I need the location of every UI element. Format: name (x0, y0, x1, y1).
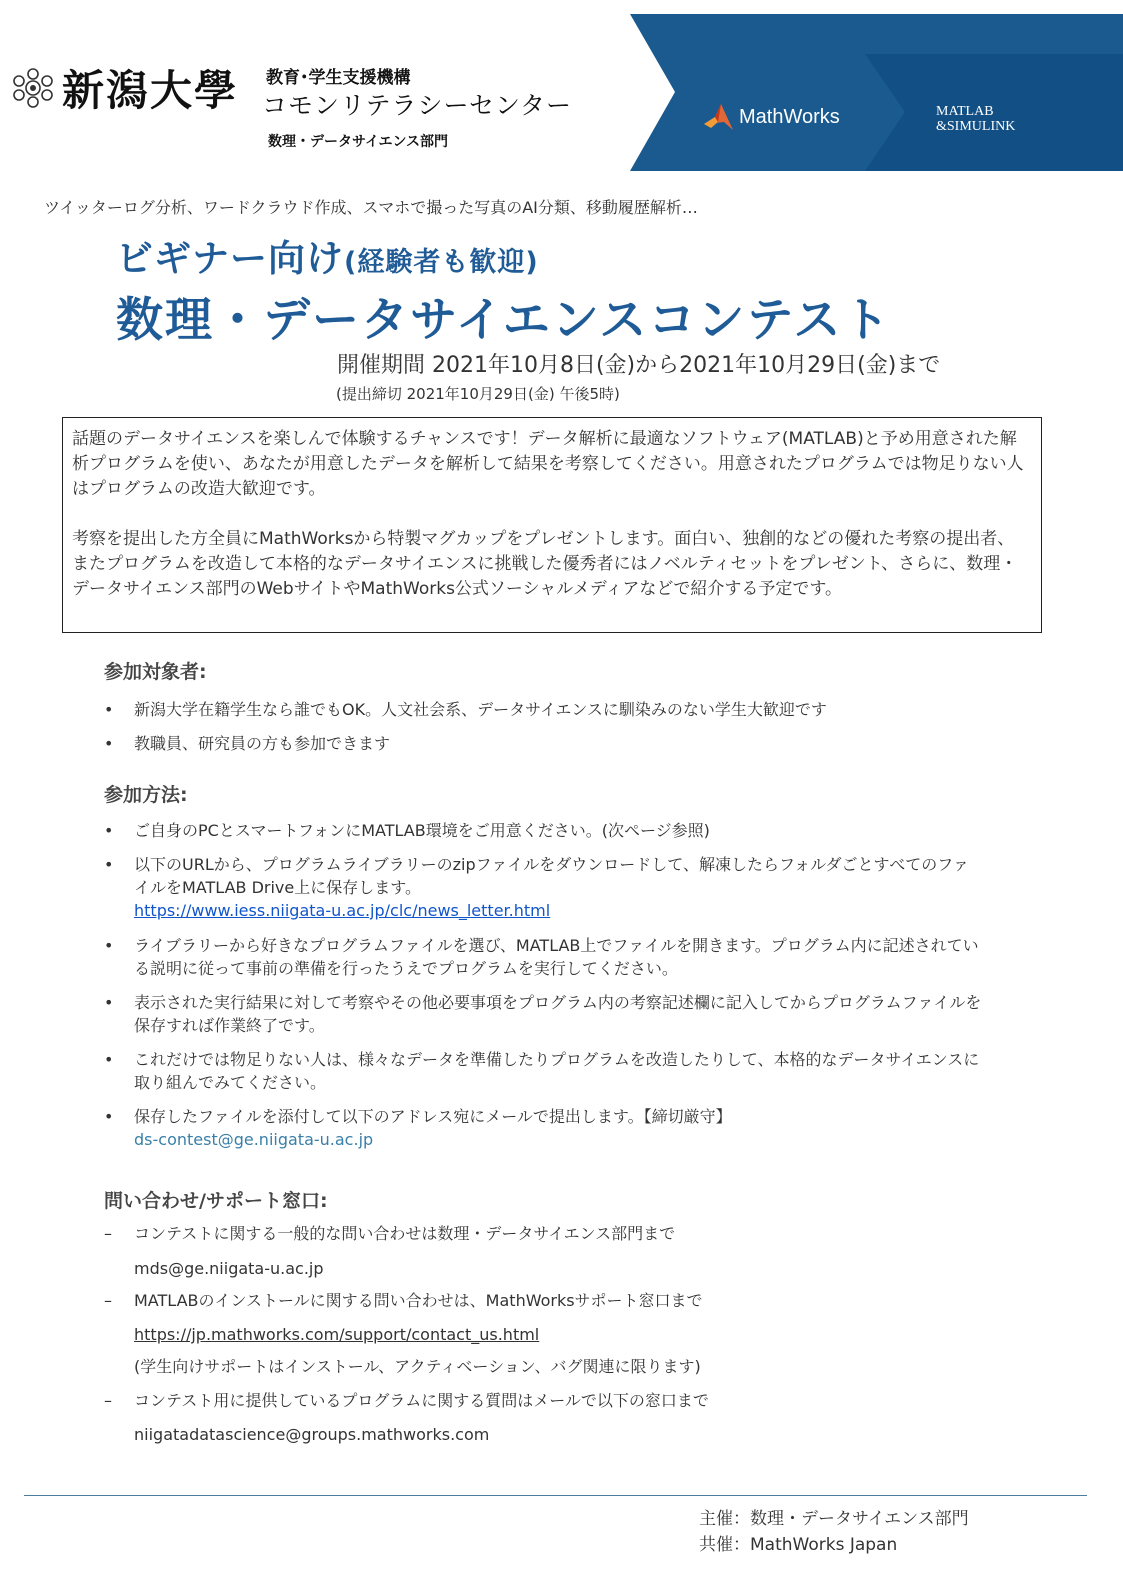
matlab-logo-line1: MATLAB (936, 104, 994, 119)
header-banner (630, 14, 1123, 171)
title-line1 (116, 228, 539, 282)
tagline: ツイッターログ分析、ワードクラウド作成、スマホで撮った写真のAI分類、移動履歴解析… (44, 198, 698, 217)
org-division: 教育･学生支援機構 (266, 68, 411, 88)
bullet: • (104, 700, 114, 719)
intro-paragraph-2: 考察を提出した方全員にMathWorksから特製マグカップをプレゼントします。面白い、独創的などの優れた考察の提出者、またプログラムを改造して本格的なデータサイエンスに挑戦した優秀者にはノベルティセットをプレゼント、さらに、数理・データサイエンス部門のWebサイトやMathWorks公式ソーシャルメディアなどで紹介する予定です。 (72, 529, 1018, 599)
submit-email[interactable]: ds-contest@ge.niigata-u.ac.jp (134, 1130, 374, 1149)
bullet: • (104, 936, 114, 955)
method-item: 表示された実行結果に対して考察やその他必要事項をプログラム内の考察記述欄に記入してからプログラムファイルを保存すれば作業終了です。 (134, 993, 982, 1035)
list-item (104, 1222, 1004, 1245)
list-item (104, 991, 984, 1037)
list-item (104, 698, 1004, 721)
support-link[interactable]: https://jp.mathworks.com/support/contact_us.html (134, 1325, 540, 1344)
participants-item: 新潟大学在籍学生なら誰でもOK。人文社会系、データサイエンスに馴染みのない学生大歓迎です (134, 700, 827, 719)
contact-item: コンテストに関する一般的な問い合わせは数理・データサイエンス部門まで (134, 1224, 676, 1243)
university-emblem-icon (8, 66, 58, 110)
bullet: • (104, 855, 114, 874)
footer-divider (24, 1495, 1087, 1496)
org-center: コモンリテラシーセンター (262, 91, 573, 120)
bullet: • (104, 734, 114, 753)
title-sub: (経験者も歓迎) (344, 247, 539, 278)
participants-heading: 参加対象者: (104, 661, 207, 683)
list-item (104, 732, 1004, 755)
method-item: ライブラリーから好きなプログラムファイルを選び、MATLAB上でファイルを開きます。プログラム内に記述されている説明に従って事前の準備を行ったうえでプログラムを実行してください。 (134, 936, 979, 978)
contact-item: コンテスト用に提供しているプログラムに関する質問はメールで以下の窓口まで (134, 1391, 709, 1410)
method-item: 以下のURLから、プログラムライブラリーのzipファイルをダウンロードして、解凍したらフォルダごとすべてのファイルをMATLAB Drive上に保存します。 (134, 855, 969, 897)
title-line2: 数理・データサイエンスコンテスト (116, 293, 892, 348)
method-item: 保存したファイルを添付して以下のアドレス宛にメールで提出します。【締切厳守】 (134, 1107, 732, 1126)
bullet: • (104, 821, 114, 840)
list-item (104, 934, 984, 980)
list-item (104, 1048, 984, 1094)
org-department: 数理・データサイエンス部門 (268, 134, 449, 150)
list-item (104, 1389, 1004, 1412)
intro-paragraph-1: 話題のデータサイエンスを楽しんで体験するチャンスです！データ解析に最適なソフトウェア(MATLAB)と予め用意された解析プログラムを使い、あなたが用意したデータを解析して結果を考察してください。用意されたプログラムでは物足りない人はプログラムの改造大歓迎です。 (72, 429, 1024, 499)
method-item: これだけでは物足りない人は、様々なデータを準備したりプログラムを改造したりして、本格的なデータサイエンスに取り組んでみてください。 (134, 1050, 980, 1092)
dash-bullet: – (104, 1391, 112, 1410)
intro-box (62, 417, 1042, 633)
dash-bullet: – (104, 1291, 112, 1310)
method-item: ご自身のPCとスマートフォンにMATLAB環境をご用意ください。(次ページ参照) (134, 821, 710, 840)
method-heading: 参加方法: (104, 784, 188, 806)
university-logo-name: 新潟大學 (62, 66, 239, 115)
footer-organizer: 主催：数理・データサイエンス部門 (699, 1509, 969, 1529)
list-item (104, 1289, 1004, 1312)
list-item (104, 1105, 984, 1151)
mathworks-membrane-icon (702, 100, 736, 134)
matlab-logo-line2: &SIMULINK (936, 119, 1016, 134)
download-link[interactable]: https://www.iess.niigata-u.ac.jp/clc/news_letter.html (134, 901, 551, 920)
list-item (104, 819, 1004, 842)
bullet: • (104, 1050, 114, 1069)
bullet: • (104, 993, 114, 1012)
contact-email-mds[interactable]: mds@ge.niigata-u.ac.jp (134, 1259, 324, 1278)
event-period: 開催期間 2021年10月8日(金)から2021年10月29日(金)まで (337, 353, 941, 378)
contact-email-mathworks[interactable]: niigatadatascience@groups.mathworks.com (134, 1425, 490, 1444)
contact-heading: 問い合わせ/サポート窓口: (104, 1190, 328, 1212)
bullet: • (104, 1107, 114, 1126)
list-item (104, 853, 984, 922)
contact-item: MATLABのインストールに関する問い合わせは、MathWorksサポート窓口まで (134, 1291, 703, 1310)
mathworks-logo-text: MathWorks (739, 106, 840, 128)
support-note: (学生向けサポートはインストール、アクティベーション、バグ関連に限ります) (134, 1357, 701, 1376)
participants-item: 教職員、研究員の方も参加できます (134, 734, 391, 753)
footer-co-organizer: 共催：MathWorks Japan (699, 1535, 898, 1555)
dash-bullet: – (104, 1224, 112, 1243)
submission-deadline: (提出締切 2021年10月29日(金) 午後5時) (336, 385, 620, 403)
title-main: ビギナー向け (116, 237, 344, 280)
